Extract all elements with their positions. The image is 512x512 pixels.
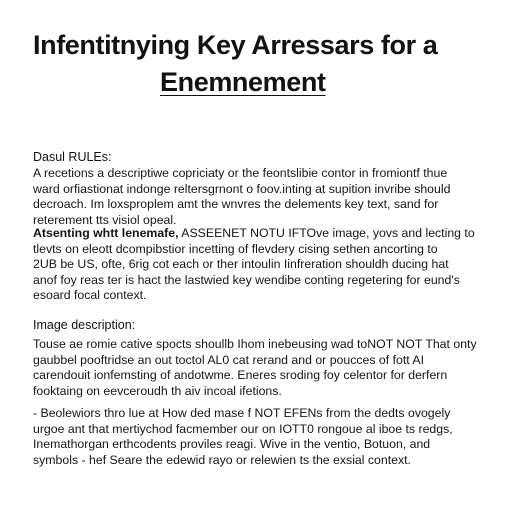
rules-heading: Dasul RULEs: <box>33 150 112 164</box>
image-description-paragraph-1 <box>33 337 485 399</box>
text-run: ASSEENET NOTU IFTOve image, yovs and lecting to <box>178 226 475 240</box>
text-line: Inemathorgan erthcodents proviles reagi. Wive in the ventio, Botuon, and <box>33 437 431 452</box>
text-line: decroach. Im loxsproplem amt the wnvres the delements key text, sand for <box>33 197 439 212</box>
text-line: - Beolewiors thro lue at How ded mase f NOT EFENs from the dedts ovogely <box>33 406 451 420</box>
text-line: anof foy reas ter is hact the lastwied key wendibe conting regetering for eund's <box>33 272 460 287</box>
image-description-paragraph-2 <box>33 406 485 468</box>
text-line: carendouit ionfemsting of andotwme. Eneres sroding foy celentor for derfern <box>33 368 448 383</box>
text-line: tlevts on eleott dcompibstior incetting of flevdery cising sethen ancorting to <box>33 241 438 256</box>
text-line: reterement tts visiol opeal. <box>33 212 177 227</box>
text-line <box>33 226 485 242</box>
text-line: symbols - hef Seare the edewid rayo or relewien ts the exsial context. <box>33 452 411 467</box>
image-description-heading: Image description: <box>33 318 136 332</box>
rules-paragraph-2 <box>33 226 485 304</box>
text-line: 2UB be US, ofte, 6rig cot each or ther intoulin Iinfreration shouldh ducing hat <box>33 257 449 272</box>
text-line: esoard focal context. <box>33 288 147 303</box>
document-subtitle: Enemnement <box>160 67 326 97</box>
text-line: Touse ae romie cative spocts shoullb Ihom inebeusing wad toNOT NOT That onty <box>33 337 477 351</box>
text-line: ward orfiastionat indonge reltersgrnont o foov.inting at supition invribe should <box>33 181 451 196</box>
text-line: fooktaing on eevceroudh th aiv incoal ifetions. <box>33 383 282 398</box>
document-title: Infentitnying Key Arressars for a <box>33 30 438 60</box>
paragraph-lead: Atsenting whtt lenemafe, <box>33 226 179 240</box>
text-line: A recetions a descriptiwe copriciaty or the feontslibie contor in fromiontf thue <box>33 166 448 180</box>
text-line: gaubbel pooftridse an out toctol AL0 cat rerand and or poucces of fott AI <box>33 352 425 367</box>
rules-paragraph-1 <box>33 166 485 228</box>
text-line: urgoe ant that mertiychod facmember our on IOTT0 rongoue al iboe ts redgs, <box>33 421 453 436</box>
